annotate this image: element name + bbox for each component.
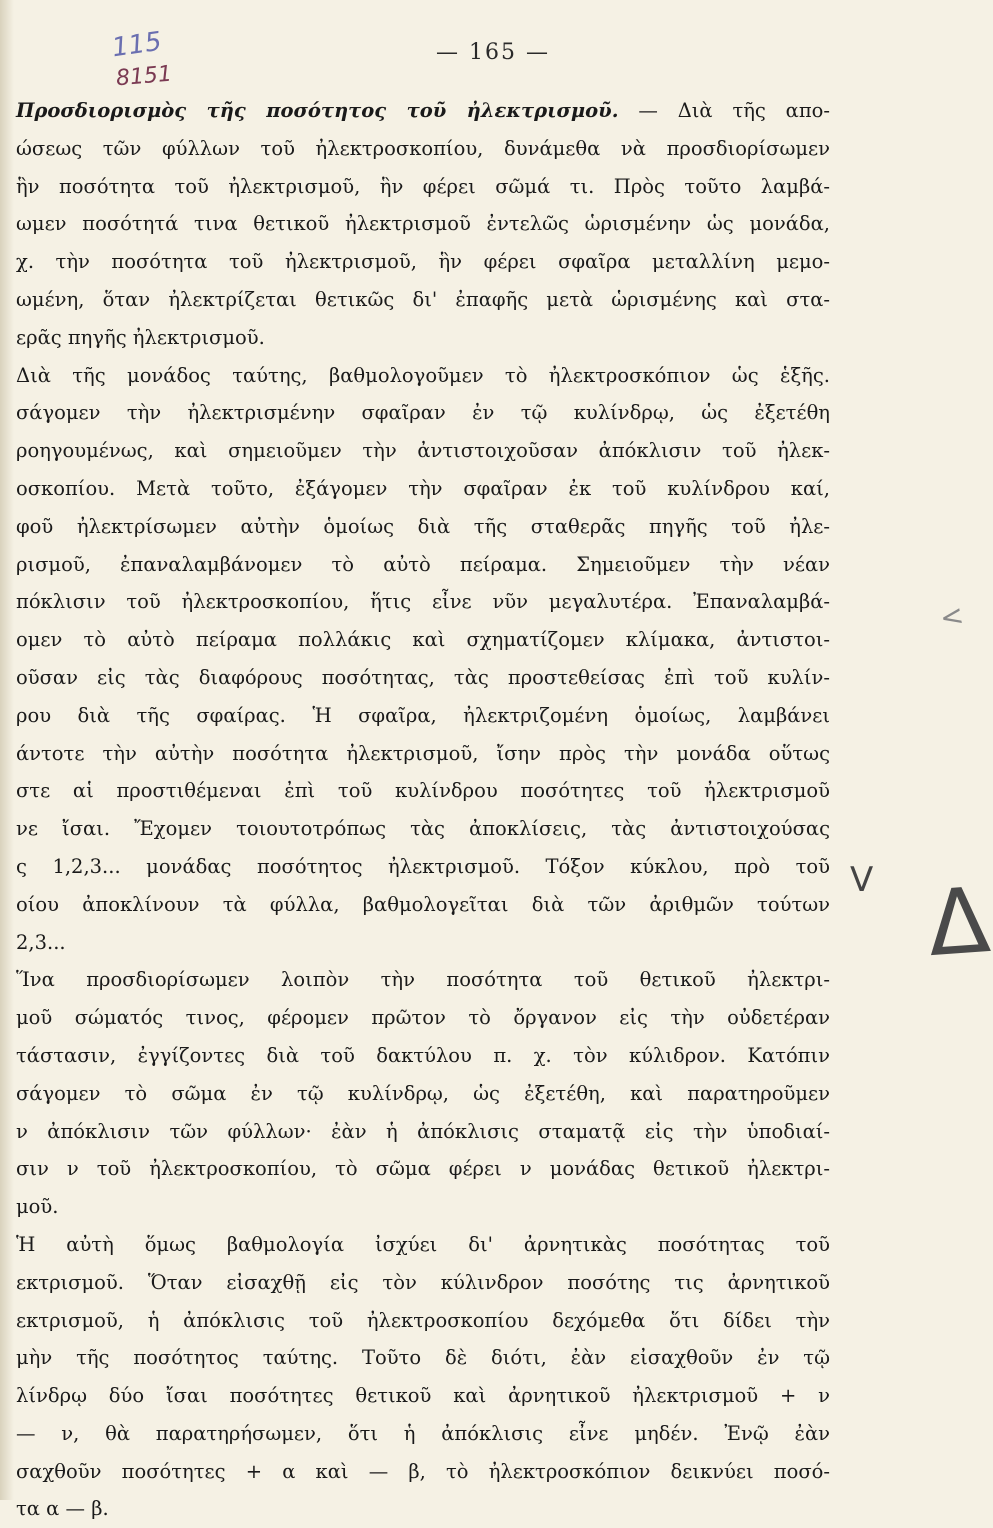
text-line: νε ἴσαι. Ἔχομεν τοιουτοτρόπως τὰς ἀποκλίσεις, τὰς ἀντιστοιχούσας <box>16 817 830 841</box>
text-line: σάγομεν τὸ σῶμα ἐν τῷ κυλίνδρῳ, ὡς ἐξετέθη, καὶ παρατηροῦμεν <box>16 1081 830 1105</box>
text-line: μὴν τῆς ποσότητος ταύτης. Τοῦτο δὲ διότι, ἐὰν εἰσαχθοῦν ἐν τῷ <box>16 1346 830 1370</box>
page-body-text <box>16 92 830 1528</box>
text-line: ἣν ποσότητα τοῦ ἠλεκτρισμοῦ, ἣν φέρει σῶμά τι. Πρὸς τοῦτο λαμβά- <box>16 174 830 198</box>
text-line: σαχθοῦν ποσότητες + α καὶ — β, τὸ ἠλεκτροσκόπιον δεικνύει ποσό- <box>16 1459 830 1483</box>
text-line: φοῦ ἠλεκτρίσωμεν αὐτὴν ὁμοίως διὰ τῆς σταθερᾶς πηγῆς τοῦ ἠλε- <box>16 514 830 538</box>
text-line: ροηγουμένως, καὶ σημειοῦμεν τὴν ἀντιστοιχοῦσαν ἀπόκλισιν τοῦ ἠλεκ- <box>16 439 830 463</box>
text-line: ς 1,2,3... μονάδας ποσότητος ἠλεκτρισμοῦ. Τόξον κύκλου, πρὸ τοῦ <box>16 854 830 878</box>
text-line: ρου διὰ τῆς σφαίρας. Ἡ σφαῖρα, ἠλεκτριζομένη ὁμοίως, λαμβάνει <box>16 703 830 727</box>
text-line: 2,3... <box>16 930 66 954</box>
handwritten-page-note: 115 <box>110 26 164 64</box>
margin-arrow-mark: < <box>937 598 967 635</box>
text-line: άντοτε τὴν αὐτὴν ποσότητα ἠλεκτρισμοῦ, ἴσην πρὸς τὴν μονάδα οὕτως <box>16 741 830 765</box>
text-line: μοῦ. <box>16 1195 59 1219</box>
text-line: Ἡ αὐτὴ ὅμως βαθμολογία ἰσχύει δι' ἀρνητικὰς ποσότητας τοῦ <box>16 1232 830 1256</box>
text-line: λίνδρῳ δύο ἴσαι ποσότητες θετικοῦ καὶ ἀρνητικοῦ ἠλεκτρισμοῦ + ν <box>16 1384 830 1408</box>
page-number: — 165 — <box>436 40 550 65</box>
text-line: τάστασιν, ἐγγίζοντες διὰ τοῦ δακτύλου π. χ. τὸν κύλιδρον. Κατόπιν <box>16 1043 830 1067</box>
text-line: οίου ἀποκλίνουν τὰ φύλλα, βαθμολογεῖται διὰ τῶν ἀριθμῶν τούτων <box>16 892 830 916</box>
text-line: ομεν τὸ αὐτὸ πείραμα πολλάκις καὶ σχηματίζομεν κλίμακα, ἀντιστοι- <box>16 628 830 652</box>
text-line: — ν, θὰ παρατηρήσωμεν, ὅτι ἡ ἀπόκλισις εἶνε μηδέν. Ἐνῷ ἐὰν <box>16 1421 830 1445</box>
text-line: στε αἱ προστιθέμεναι ἐπὶ τοῦ κυλίνδρου ποσότητες τοῦ ἠλεκτρισμοῦ <box>16 779 830 803</box>
text-line: σάγομεν τὴν ἠλεκτρισμένην σφαῖραν ἐν τῷ κυλίνδρῳ, ὡς ἐξετέθη <box>16 401 830 425</box>
text-line: ερᾶς πηγῆς ἠλεκτρισμοῦ. <box>16 325 265 349</box>
text-line: πόκλισιν τοῦ ἠλεκτροσκοπίου, ἥτις εἶνε νῦν μεγαλυτέρα. Ἐπαναλαμβά- <box>16 590 830 614</box>
text-line: ρισμοῦ, ἐπαναλαμβάνομεν τὸ αὐτὸ πείραμα. Σημειοῦμεν τὴν νέαν <box>16 552 830 576</box>
margin-delta-mark: Δ <box>924 867 993 978</box>
handwritten-catalog-note: 8151 <box>115 61 173 92</box>
text-line: εκτρισμοῦ. Ὅταν εἰσαχθῇ εἰς τὸν κύλινδρον ποσότης τις ἀρνητικοῦ <box>16 1270 830 1294</box>
text-line: οῦσαν εἰς τὰς διαφόρους ποσότητας, τὰς προστεθείσας ἐπὶ τοῦ κυλίν- <box>16 665 830 689</box>
text-line: σιν ν τοῦ ἠλεκτροσκοπίου, τὸ σῶμα φέρει ν μονάδας θετικοῦ ἠλεκτρι- <box>16 1157 830 1181</box>
text-line: Ἵνα προσδιορίσωμεν λοιπὸν τὴν ποσότητα τοῦ θετικοῦ ἠλεκτρι- <box>16 968 830 992</box>
text-line: μοῦ σώματός τινος, φέρομεν πρῶτον τὸ ὄργανον εἰς τὴν οὐδετέραν <box>16 1006 830 1030</box>
text-line: ώσεως τῶν φύλλων τοῦ ἠλεκτροσκοπίου, δυνάμεθα νὰ προσδιορίσωμεν <box>16 136 830 160</box>
page-edge <box>0 0 14 1500</box>
text-line: ωμεν ποσότητά τινα θετικοῦ ἠλεκτρισμοῦ ἐντελῶς ὡρισμένην ὡς μονάδα, <box>16 212 830 236</box>
text-line: ν ἀπόκλισιν τῶν φύλλων· ἐὰν ἡ ἀπόκλισις σταματᾷ εἰς τὴν ὑποδιαί- <box>16 1119 830 1143</box>
text-line <box>16 92 830 130</box>
section-heading: Προσδιορισμὸς τῆς ποσότητος τοῦ ἠλεκτρισμοῦ. <box>16 99 619 122</box>
text-line: χ. τὴν ποσότητα τοῦ ἠλεκτρισμοῦ, ἣν φέρει σφαῖρα μεταλλίνη μεμο- <box>16 250 830 274</box>
heading-line-text: — Διὰ τῆς απο- <box>638 99 830 122</box>
text-line: οσκοπίου. Μετὰ τοῦτο, ἐξάγομεν τὴν σφαῖραν ἐκ τοῦ κυλίνδρου καί, <box>16 476 830 500</box>
text-line: τα α — β. <box>16 1497 109 1521</box>
margin-check-mark: V <box>850 860 874 900</box>
text-line: ωμένη, ὅταν ἠλεκτρίζεται θετικῶς δι' ἐπαφῆς μετὰ ὡρισμένης καὶ στα- <box>16 287 830 311</box>
text-line: εκτρισμοῦ, ἡ ἀπόκλισις τοῦ ἠλεκτροσκοπίου δεχόμεθα ὅτι δίδει τὴν <box>16 1308 830 1332</box>
text-line: Διὰ τῆς μονάδος ταύτης, βαθμολογοῦμεν τὸ ἠλεκτροσκόπιον ὡς ἑξῆς. <box>16 363 830 387</box>
